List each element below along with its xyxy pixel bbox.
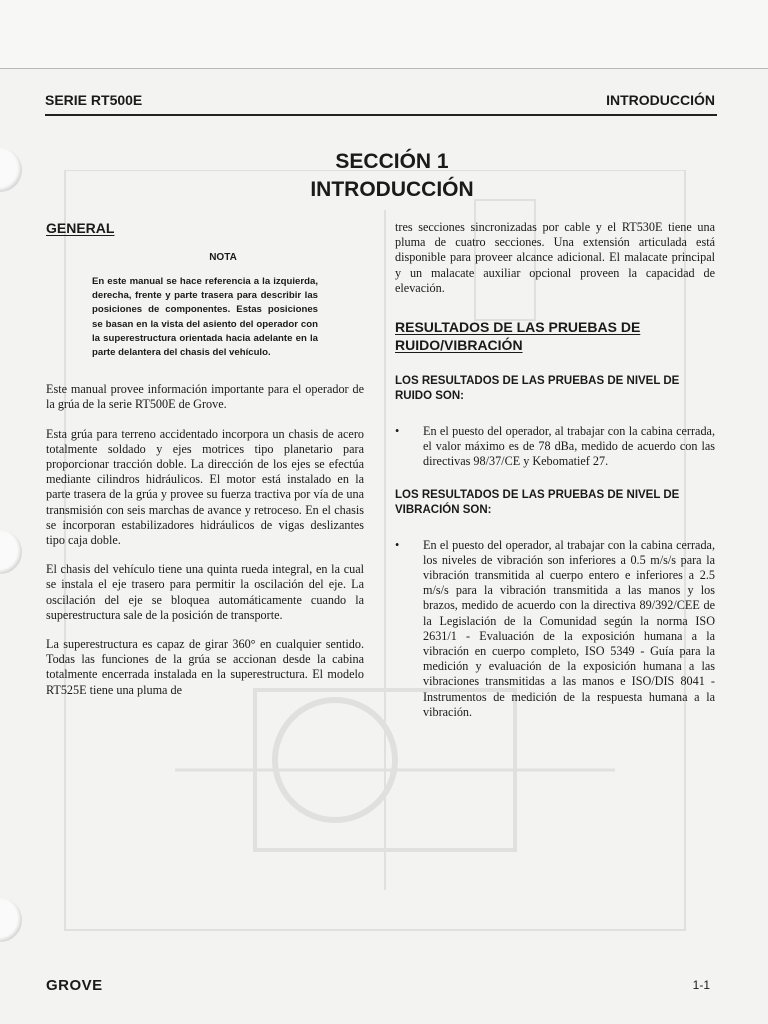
chapter-label: INTRODUCCIÓN (606, 92, 715, 108)
bullet-dot: • (395, 424, 400, 439)
paragraph: La superestructura es capaz de girar 360° en cualquier sentido. Todas las funciones de la grúa se accionan desde la cabina totalmente encerrada instalada en la superestructura. El modelo RT525E tiene una pluma de (46, 637, 364, 697)
vibration-results-heading: LOS RESULTADOS DE LAS PRUEBAS DE NIVEL DE VIBRACIÓN SON: (395, 488, 680, 516)
section-name: INTRODUCCIÓN (310, 178, 474, 201)
section-title (240, 148, 544, 204)
note-text: En este manual se hace referencia a la izquierda, derecha, frente y parte trasera para describir las posiciones de componentes. Estas posiciones se basan en la vista del asiento del operador con la superestructura orientada hacia adelante en la parte delantera del chasis del vehículo. (92, 276, 318, 359)
noise-results-heading: LOS RESULTADOS DE LAS PRUEBAS DE NIVEL DE RUIDO SON: (395, 375, 680, 403)
noise-vibration-heading (395, 318, 715, 354)
page-top-band (0, 0, 768, 69)
list-item (395, 424, 715, 470)
page-number: 1-1 (692, 978, 710, 992)
bullet-text: En el puesto del operador, al trabajar con la cabina cerrada, los niveles de vibración son inferiores a 0.5 m/s/s para la vibración transmitida al cuerpo entero e inferiores a 2.5 m/s/s para la vibración transmitida a las manos y los brazos, medido de acuerdo con la directiva 89/392/CEE de la Legislación de la Comunidad según la norma ISO 2631/1 - Evaluación de la exposición humana a la vibración en cuerpo completo, ISO 5349 - Guía para la medición y evaluación de la exposición humana a las vibraciones transmitidas a las manos e ISO/DIS 8041 - Instrumentos de medición de la respuesta humana a la vibración. (423, 537, 715, 719)
heading-line: RUIDO/VIBRACIÓN (395, 337, 523, 354)
paragraph: El chasis del vehículo tiene una quinta rueda integral, en la cual se instala el eje trasero para permitir la oscilación del eje. La oscilación del eje se bloquea automáticamente cuando la superestructura sale de la posición de transporte. (46, 562, 364, 622)
right-column (395, 220, 715, 720)
section-number: SECCIÓN 1 (335, 150, 449, 173)
note-label: NOTA (209, 252, 237, 263)
paragraph: Esta grúa para terreno accidentado incorpora un chasis de acero totalmente soldado y ejes motrices tipo planetario para proporcionar tracción doble. La dirección de los ejes se efectúa mediante cilindros hidráulicos. El motor está instalado en la parte trasera de la grúa y provee su fuerza tractiva por vía de una transmisión con seis marchas de avance y retroceso. En el chasis se incorporan estabilizadores hidráulicos de vigas deslizantes tipo caja doble. (46, 426, 364, 548)
grove-logo: GROVE (46, 977, 103, 994)
left-column (46, 220, 364, 698)
heading-line: RESULTADOS DE LAS PRUEBAS DE (395, 319, 641, 336)
header-rule (45, 114, 717, 116)
binder-hole (0, 530, 22, 574)
bullet-dot: • (395, 537, 400, 552)
binder-hole (0, 148, 22, 192)
page-header (45, 92, 715, 114)
paragraph-continuation: tres secciones sincronizadas por cable y el RT530E tiene una pluma de cuatro secciones. Una extensión articulada está disponible para proveer alcance adicional. El malacate principal y un malacate auxiliar opcional proveen la capacidad de elevación. (395, 220, 715, 295)
general-heading: GENERAL (46, 220, 115, 236)
bullet-text: En el puesto del operador, al trabajar con la cabina cerrada, el valor máximo es de 78 dBa, medido de acuerdo con las directivas 98/37/CE y Kebomatief 27. (423, 424, 715, 469)
binder-hole (0, 898, 22, 942)
series-label: SERIE RT500E (45, 92, 143, 108)
list-item (395, 538, 715, 720)
paragraph: Este manual provee información importante para el operador de la grúa de la serie RT500E de Grove. (46, 382, 364, 412)
